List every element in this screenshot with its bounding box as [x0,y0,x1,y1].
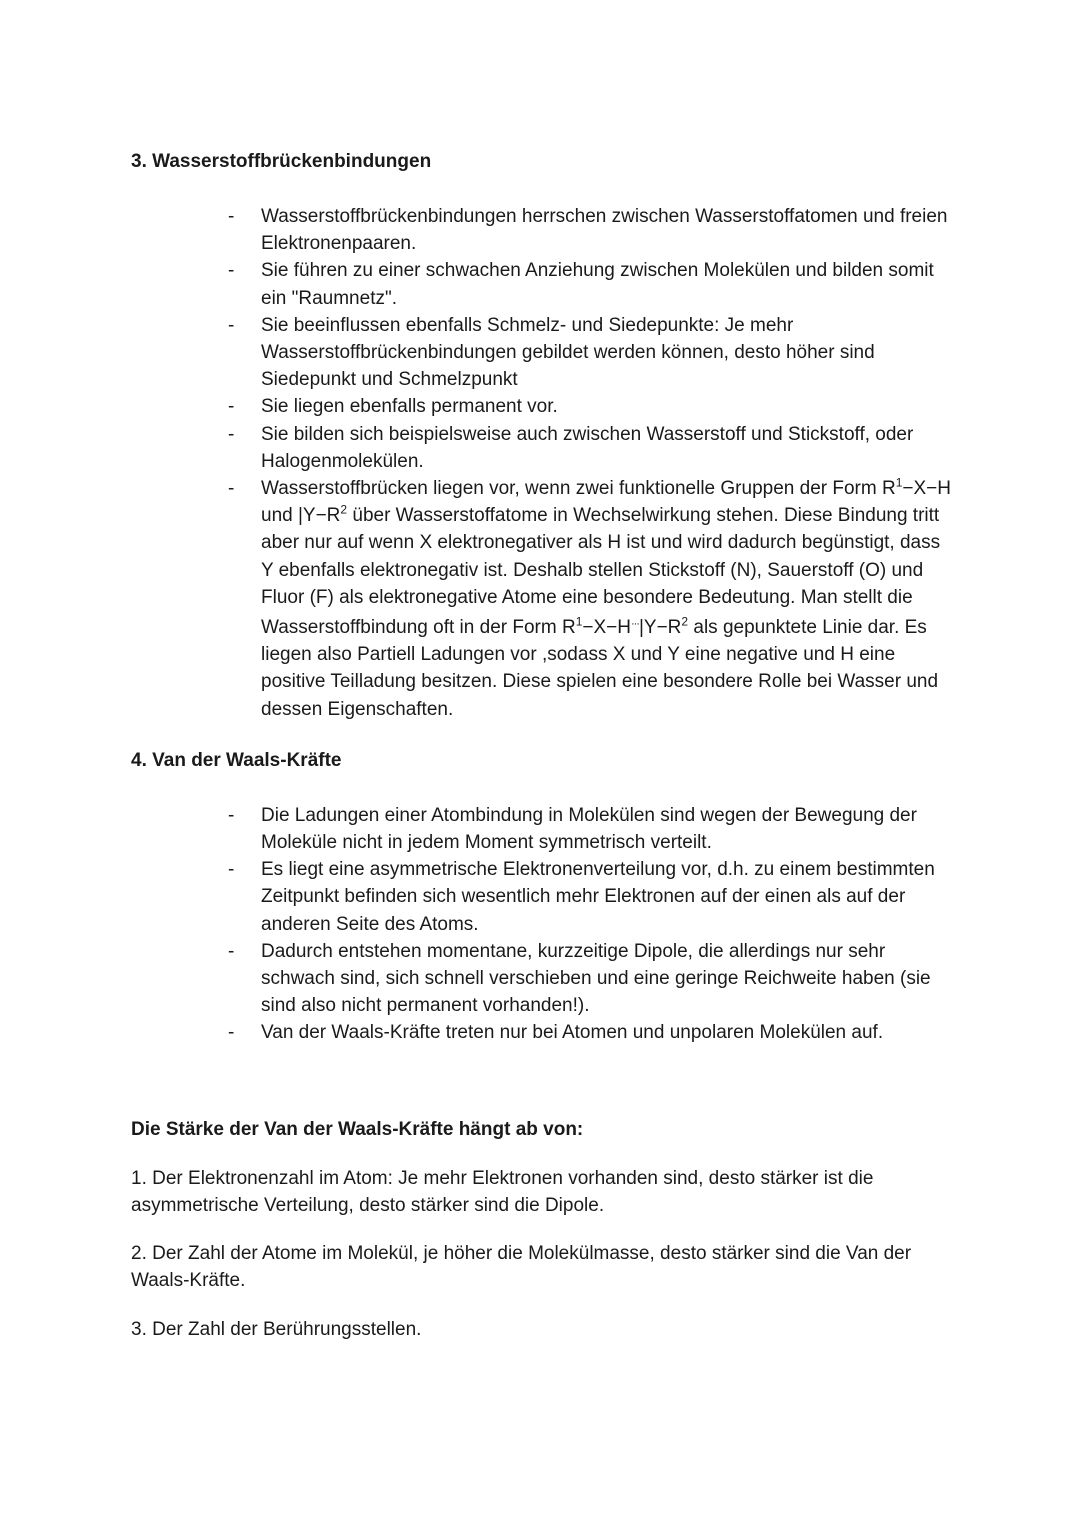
list-item-text: Wasserstoffbrückenbindungen herrschen zwischen Wasserstoffatomen und freien Elektronenpaaren. [261,206,948,255]
list-item-hydrogen-bond-definition [131,475,951,723]
list-item [131,938,951,1020]
section-heading-hydrogen-bonds: 3. Wasserstoffbrückenbindungen [131,151,432,172]
bullet-dash: - [228,206,235,227]
superscript: 2 [340,502,348,517]
list-item-text: Es liegt eine asymmetrische Elektronenverteilung vor, d.h. zu einem bestimmten Zeitpunkt befinden sich wesentlich mehr Elektronen auf der einen als auf der anderen Seite des Atoms. [261,859,935,935]
bullet-dash: - [228,1022,235,1044]
list-item-text: Sie beeinflussen ebenfalls Schmelz- und Siedepunkte: Je mehr Wasserstoffbrückenbindungen gebildet werden können, desto höher sind Siedepunkt und Schmelzpunkt [261,314,875,391]
list-item [131,257,951,311]
superscript: 1 [575,614,583,629]
list-item [131,856,951,938]
list-item-text: Sie führen zu einer schwachen Anziehung zwischen Molekülen und bilden somit ein "Raumnetz". [261,260,934,309]
strength-heading: Die Stärke der Van der Waals-Kräfte hängt ab von: [131,1118,584,1140]
hydrogen-bond-dots: ··· [630,618,639,631]
list-item [131,421,951,475]
superscript: 1 [895,475,903,490]
text-segment: −X−H [582,617,631,639]
list-item-text: Van der Waals-Kräfte treten nur bei Atomen und unpolaren Molekülen auf. [261,1022,884,1044]
bullet-dash: - [228,260,235,282]
list-item [131,203,951,257]
text-segment: −X−H und |Y−R [261,478,951,527]
list-item [131,312,951,394]
bullet-dash: - [228,804,235,826]
text-segment: |Y−R [638,617,682,639]
list-item-text: Die Ladungen einer Atombindung in Molekülen sind wegen der Bewegung der Moleküle nicht in jedem Moment symmetrisch verteilt. [261,804,917,854]
text-segment: über Wasserstoffatome in Wechselwirkung stehen. Diese Bindung tritt aber nur auf wenn X elektronegativer als H ist und wird dadurch begünstigt, dass Y ebenfalls elektronegativ ist. Deshalb stellen Stickstoff (N), Sauerstoff (O) und Fluor (F) als elektronegative Atome eine besondere Bedeutung. Man stellt die Wasserstoffbindung oft in der Form R [261,505,941,639]
van-der-waals-list [131,802,950,1047]
list-item-text: Sie liegen ebenfalls permanent vor. [261,396,558,418]
strength-point: 3. Der Zahl der Berührungsstellen. [131,1318,422,1340]
bullet-dash: - [228,423,235,445]
hydrogen-bonds-list [131,203,950,723]
list-item-text: Dadurch entstehen momentane, kurzzeitige Dipole, die allerdings nur sehr schwach sind, sich schnell verschieben und eine geringe Reichweite haben (sie sind also nicht permanent vorhanden!). [261,940,931,1017]
bullet-dash: - [228,859,235,881]
bullet-dash: - [228,314,235,336]
bullet-dash: - [228,940,235,962]
strength-point: 2. Der Zahl der Atome im Molekül, je höher die Molekülmasse, desto stärker sind die Van der Waals-Kräfte. [131,1243,912,1292]
list-item [131,393,951,420]
list-item [131,1019,951,1046]
strength-point: 1. Der Elektronenzahl im Atom: Je mehr Elektronen vorhanden sind, desto stärker ist die asymmetrische Verteilung, desto stärker sind die Dipole. [131,1167,874,1216]
list-item [131,802,951,856]
section-heading-van-der-waals: 4. Van der Waals-Kräfte [131,749,342,771]
bullet-dash: - [228,396,235,418]
bullet-dash: - [228,478,235,500]
list-item-text: Sie bilden sich beispielsweise auch zwischen Wasserstoff und Stickstoff, oder Halogenmolekülen. [261,423,914,472]
superscript: 2 [681,614,689,629]
text-segment: als gepunktete Linie dar. Es liegen also Partiell Ladungen vor ,sodass X und Y eine negative und H eine positive Teilladung besitzen. Diese spielen eine besondere Rolle bei Wasser und dessen Eigenschaften. [261,617,939,720]
text-segment: Wasserstoffbrücken liegen vor, wenn zwei funktionelle Gruppen der Form R [261,478,896,500]
